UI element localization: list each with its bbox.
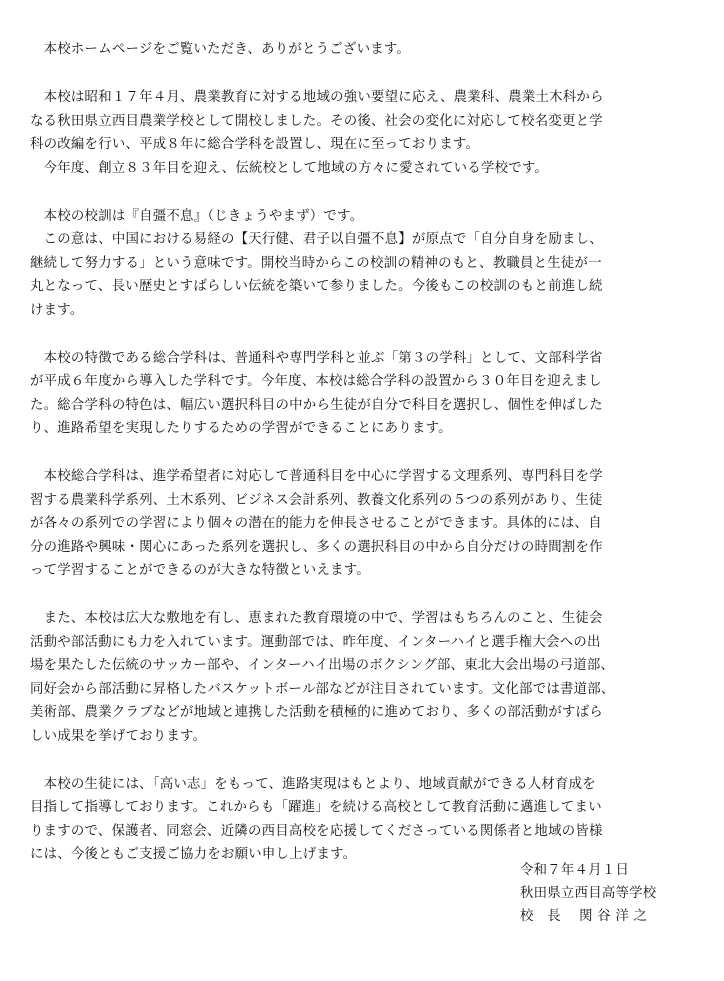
text-line: 本校総合学科は、進学希望者に対応して普通科目を中心に学習する文理系列、専門科目を学	[30, 469, 603, 484]
paragraph-gap	[30, 748, 680, 773]
motto-paragraph	[30, 205, 680, 323]
text-line: 今年度、創立８３年目を迎え、伝統校として地域の方々に愛されている学校です。	[30, 160, 549, 176]
text-line: 本校の特徴である総合学科は、普通科や専門学科と並ぶ「第３の学科」として、文部科学省	[30, 350, 603, 366]
text-line: 科の改編を行い、平成８年に総合学科を設置し、現在に至っております。	[30, 137, 480, 152]
signature-date: 令和７年４月１日	[520, 863, 630, 878]
signature-principal: 校 長 関 谷 洋 之	[520, 909, 648, 924]
text-line: 目指して指導しております。これからも「躍進」を続ける高校として教育活動に邁進してまい	[30, 800, 602, 815]
text-line: 美術部、農業クラブなどが地域と連携した活動を積極的に進めており、多くの部活動がすばら	[30, 705, 603, 720]
text-line: 本校の校訓は『自彊不息』（じきょうやまず）です。	[30, 208, 364, 224]
signature-school: 秋田県立西目高等学校	[520, 886, 657, 901]
course-series-paragraph	[30, 465, 680, 583]
text-line: り、進路希望を実現したりするための学習ができることにあります。	[30, 421, 452, 436]
text-line: 分の進路や興味・関心にあった系列を選択し、多くの選択科目の中から自分だけの時間割を作	[30, 539, 603, 555]
paragraph-gap	[30, 441, 680, 466]
text-line: りますので、保護者、同窓会、近隣の西目高校を応援してくださっている関係者と地域の皆様	[30, 823, 603, 839]
greeting-paragraph	[30, 38, 680, 62]
club-activities-paragraph	[30, 607, 680, 748]
text-line: また、本校は広大な敷地を有し、恵まれた教育環境の中で、学習はもちろんのこと、生徒会	[30, 611, 603, 626]
text-line: しい成果を挙げております。	[30, 728, 207, 744]
text-line: って学習することができるのが大きな特徴といえます。	[30, 563, 370, 578]
signature-block	[520, 859, 700, 928]
text-line: この意は、中国における易経の【天行健、君子以自彊不息】が原点で「自分自身を励まし、	[30, 232, 603, 247]
text-line: 本校の生徒には、「高い志」をもって、進路実現はもとより、地域貢献ができる人材育成を	[30, 776, 596, 792]
text-line: には、今後ともご支援ご協力をお願い申し上げます。	[30, 847, 357, 862]
text-line: なる秋田県立西目農業学校として開校しました。その後、社会の変化に対応して校名変更と学	[30, 113, 603, 129]
text-line: 同好会から部活動に昇格したバスケットボール部などが注目されています。文化部では書道部、	[30, 681, 615, 697]
closing-paragraph	[30, 773, 680, 867]
integrated-course-paragraph	[30, 347, 680, 441]
text-line: が平成６年度から導入した学科です。今年度、本校は総合学科の設置から３０年目を迎えまし	[30, 374, 602, 389]
text-line: た。総合学科の特色は、幅広い選択科目の中から生徒が自分で科目を選択し、個性を伸ばした	[30, 397, 603, 413]
paragraph-gap	[30, 322, 680, 347]
text-line: 丸となって、長い歴史とすばらしい伝統を築いて参りました。今後もこの校訓のもと前進し続	[30, 279, 603, 294]
paragraph-gap	[30, 62, 680, 87]
history-paragraph	[30, 86, 680, 180]
message-body	[30, 38, 680, 867]
paragraph-gap	[30, 180, 680, 205]
text-line: 活動や部活動にも力を入れています。運動部では、昨年度、インターハイと選手権大会への出	[30, 634, 601, 650]
paragraph-gap	[30, 583, 680, 608]
text-line: 場を果たした伝統のサッカー部や、インターハイ出場のボクシング部、東北大会出場の弓道部、	[30, 658, 615, 673]
text-line: が各々の系列での学習により個々の潜在的能力を伸長させることができます。具体的には、自	[30, 516, 602, 531]
text-line: 継続して努力する」という意味です。開校当時からこの校訓の精神のもと、教職員と生徒が一	[30, 255, 602, 271]
text-line: 本校は昭和１７年４月、農業教育に対する地域の強い要望に応え、農業科、農業土木科から	[30, 90, 604, 105]
text-line: けます。	[30, 302, 84, 318]
text-line: 習する農業科学系列、土木系列、ビジネス会計系列、教養文化系列の５つの系列があり、生徒	[30, 492, 603, 508]
text-line: 本校ホームページをご覧いただき、ありがとうございます。	[30, 42, 411, 57]
